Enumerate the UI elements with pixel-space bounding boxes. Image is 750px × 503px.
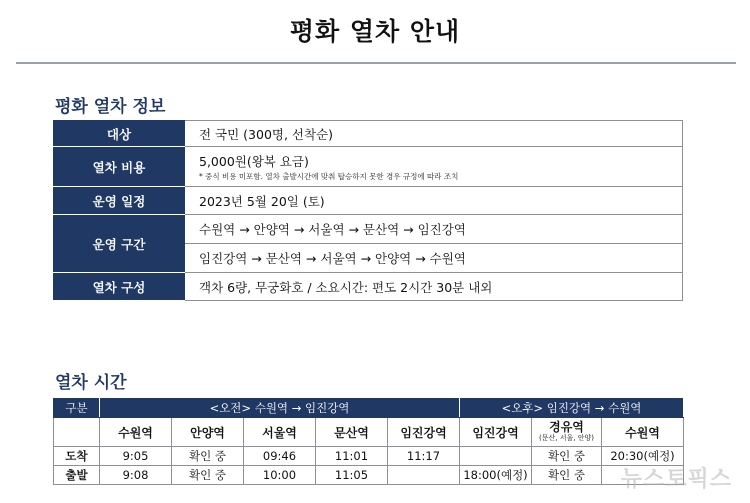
info-value: 전 국민 (300명, 선착순) <box>185 121 683 147</box>
time-cell: 확인 중 <box>532 447 602 466</box>
info-value: 임진강역 → 문산역 → 서울역 → 안양역 → 수원역 <box>185 244 683 273</box>
row-label: 출발 <box>54 466 100 485</box>
station-name: 수원역 <box>100 418 172 447</box>
info-value: 5,000원(왕복 요금) <box>199 153 309 169</box>
station-name: 임진강역 <box>388 418 460 447</box>
timetable-header-row <box>54 399 684 418</box>
via-stations: (문산, 서울, 안양) <box>539 434 594 442</box>
info-value: 2023년 5월 20일 (토) <box>185 187 683 215</box>
station-name: 문산역 <box>316 418 388 447</box>
info-table <box>53 120 683 301</box>
timetable <box>53 398 684 485</box>
info-section-heading: 평화 열차 정보 <box>55 97 166 117</box>
time-cell: 11:01 <box>316 447 388 466</box>
station-name: 임진강역 <box>460 418 532 447</box>
info-row-composition <box>54 273 683 301</box>
info-row-route <box>54 215 683 244</box>
pm-direction-header: <오후> 임진강역 → 수원역 <box>460 399 684 418</box>
time-cell: 확인 중 <box>172 466 244 485</box>
info-row-cost <box>54 147 683 187</box>
time-section-heading: 열차 시간 <box>55 373 127 393</box>
am-direction-header: <오전> 수원역 → 임진강역 <box>100 399 460 418</box>
info-note: * 중식 비용 미포함. 열차 출발시간에 맞춰 탑승하지 못한 경우 규정에 따라 조치 <box>199 171 459 181</box>
time-cell: 확인 중 <box>532 466 602 485</box>
time-cell: 10:00 <box>244 466 316 485</box>
info-row-target <box>54 121 683 147</box>
info-value: 수원역 → 안양역 → 서울역 → 문산역 → 임진강역 <box>185 215 683 244</box>
timetable-corner: 구분 <box>54 399 100 418</box>
station-via-cell <box>532 418 602 447</box>
time-cell: 11:17 <box>388 447 460 466</box>
time-cell: 11:05 <box>316 466 388 485</box>
info-label: 운영 일정 <box>54 187 185 215</box>
title-divider <box>16 62 736 64</box>
info-label: 열차 비용 <box>54 147 185 187</box>
page-title: 평화 열차 안내 <box>289 17 461 46</box>
station-name: 경유역 <box>549 420 584 434</box>
time-cell: 확인 중 <box>172 447 244 466</box>
station-name: 안양역 <box>172 418 244 447</box>
info-label: 열차 구성 <box>54 273 185 301</box>
info-label: 운영 구간 <box>54 215 185 273</box>
station-name: 서울역 <box>244 418 316 447</box>
info-row-schedule <box>54 187 683 215</box>
info-value-cell <box>185 147 683 187</box>
watermark-logo: 뉴스토픽스 <box>620 467 732 492</box>
time-cell <box>388 466 460 485</box>
time-cell: 20:30(예정) <box>602 447 684 466</box>
station-corner <box>54 418 100 447</box>
table-row <box>54 447 684 466</box>
station-name: 수원역 <box>602 418 684 447</box>
station-header-row <box>54 418 684 447</box>
info-value: 객차 6량, 무궁화호 / 소요시간: 편도 2시간 30분 내외 <box>185 273 683 301</box>
time-cell: 9:08 <box>100 466 172 485</box>
time-cell: 09:46 <box>244 447 316 466</box>
row-label: 도착 <box>54 447 100 466</box>
time-cell: 18:00(예정) <box>460 466 532 485</box>
time-cell: 9:05 <box>100 447 172 466</box>
time-cell <box>460 447 532 466</box>
info-label: 대상 <box>54 121 185 147</box>
table-row <box>54 466 684 485</box>
